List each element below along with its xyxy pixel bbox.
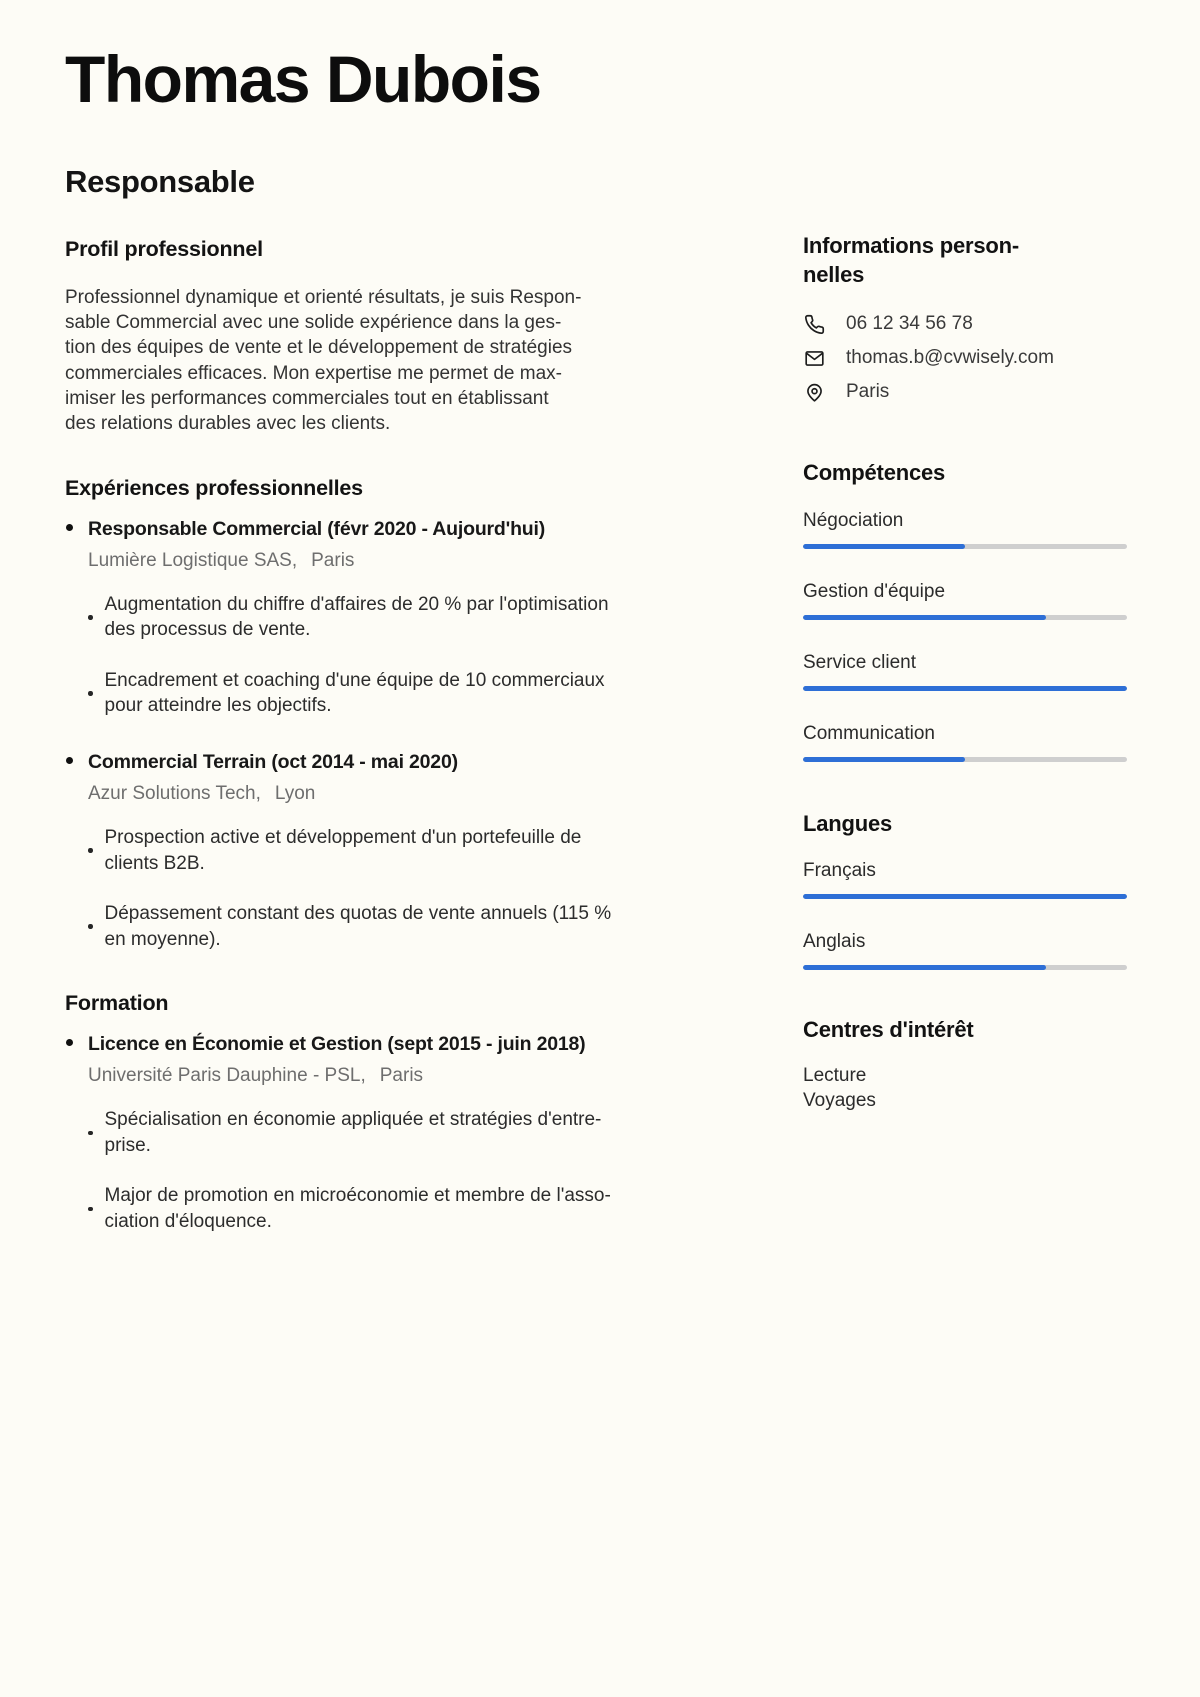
profile-line: commerciales efficaces. Mon expertise me permet de max- (65, 362, 562, 384)
bullet-dot-icon (88, 1207, 93, 1212)
experience-company-row (88, 550, 720, 572)
bullet-line: Dépassement constant des quotas de vente annuels (115 % (104, 903, 612, 925)
bullet-dot-icon (66, 1039, 73, 1046)
language-bar-fill (803, 894, 1127, 899)
experience-bullet-text (105, 668, 605, 719)
email-address: thomas.b@cvwisely.com (846, 347, 1054, 369)
education-bullet (88, 1107, 720, 1158)
education-bullet (88, 1183, 720, 1234)
skill-item (803, 510, 1127, 549)
language-label: Français (803, 860, 876, 882)
bullet-line: en moyenne). (104, 928, 221, 950)
experience-bullet (88, 668, 720, 719)
education-entry (65, 1031, 720, 1234)
education-school-row (88, 1065, 720, 1087)
experience-bullet (88, 825, 720, 876)
languages-heading: Langues (803, 810, 893, 836)
education-title: Licence en Économie et Gestion (sept 2015 - juin 2018) (88, 1033, 586, 1056)
skill-item (803, 723, 1127, 762)
skill-bar (803, 686, 1127, 691)
languages-section (803, 810, 1127, 971)
skill-item (803, 581, 1127, 620)
skill-label: Communication (803, 722, 935, 744)
sidebar-column (803, 46, 1127, 1697)
interest-item: Voyages (803, 1090, 876, 1112)
personal-info-heading (803, 232, 1127, 289)
education-school: Université Paris Dauphine - PSL, (88, 1065, 366, 1087)
bullet-line: Encadrement et coaching d'une équipe de 10 commerciaux (104, 669, 605, 691)
experience-title: Commercial Terrain (oct 2014 - mai 2020) (88, 750, 458, 773)
language-item (803, 860, 1127, 899)
education-section (65, 990, 720, 1234)
bullet-dot-icon (88, 924, 93, 929)
experience-title: Responsable Commercial (févr 2020 - Aujourd'hui) (88, 517, 546, 540)
candidate-name: Thomas Dubois (65, 42, 541, 116)
profile-heading: Profil professionnel (65, 237, 263, 261)
skills-section (803, 459, 1127, 762)
bullet-line: clients B2B. (104, 852, 205, 874)
bullet-dot-icon (88, 615, 93, 620)
skill-bar-fill (803, 757, 965, 762)
experience-entry-header (65, 749, 720, 775)
bullet-dot-icon (66, 524, 73, 531)
profile-line: Professionnel dynamique et orienté résultats, je suis Respon- (65, 286, 582, 308)
interests-section (803, 1016, 1127, 1114)
skill-bar (803, 615, 1127, 620)
language-item (803, 931, 1127, 970)
personal-info-section (803, 232, 1127, 403)
skill-bar-fill (803, 615, 1046, 620)
main-column (65, 42, 720, 1697)
profile-line: imiser les performances commerciales tout en établissant (65, 388, 549, 410)
bullet-dot-icon (66, 757, 73, 764)
bullet-line: Major de promotion en microéconomie et membre de l'asso- (104, 1185, 611, 1207)
experience-bullet (88, 901, 720, 952)
contact-list (803, 313, 1127, 403)
phone-row (803, 313, 1127, 335)
skill-item (803, 652, 1127, 691)
skill-label: Service client (803, 651, 916, 673)
profile-line: des relations durables avec les clients. (65, 413, 391, 435)
skill-bar-fill (803, 686, 1127, 691)
experience-bullet-text (105, 592, 609, 643)
experience-company: Azur Solutions Tech, (88, 783, 261, 805)
heading-line: Informations person- (803, 233, 1020, 258)
language-bar-fill (803, 965, 1046, 970)
bullet-line: Spécialisation en économie appliquée et stratégies d'entre- (104, 1109, 602, 1131)
experience-section (65, 475, 720, 953)
bullet-line: des processus de vente. (104, 619, 311, 641)
profile-line: tion des équipes de vente et le développement de stratégies (65, 337, 573, 359)
bullet-line: Prospection active et développement d'un portefeuille de (104, 827, 582, 849)
experience-bullet-text (105, 901, 612, 952)
bullet-line: prise. (104, 1134, 151, 1156)
bullet-dot-icon (88, 691, 93, 696)
candidate-job-title: Responsable (65, 164, 255, 199)
bullet-dot-icon (88, 848, 93, 853)
experience-entry-header (65, 516, 720, 542)
email-row (803, 347, 1127, 369)
education-entry-header (65, 1031, 720, 1057)
bullet-line: pour atteindre les objectifs. (104, 695, 332, 717)
education-bullet-text (105, 1183, 611, 1234)
experience-company-row (88, 783, 720, 805)
location-pin-icon (803, 381, 825, 403)
phone-number: 06 12 34 56 78 (846, 313, 973, 335)
experience-bullet (88, 592, 720, 643)
heading-line: nelles (803, 261, 865, 287)
bullet-line: ciation d'éloquence. (104, 1210, 272, 1232)
profile-section (65, 236, 720, 437)
interests-heading: Centres d'intérêt (803, 1017, 974, 1043)
profile-paragraph (65, 285, 720, 437)
envelope-icon (803, 347, 825, 369)
bullet-line: Augmentation du chiffre d'affaires de 20 % par l'optimisation (104, 593, 609, 615)
language-label: Anglais (803, 931, 866, 953)
experience-entry (65, 516, 720, 719)
skill-bar-fill (803, 544, 965, 549)
experience-company: Lumière Logistique SAS, (88, 549, 298, 571)
experience-bullet-text (105, 825, 582, 876)
phone-icon (803, 313, 825, 335)
skill-label: Gestion d'équipe (803, 580, 946, 602)
education-location: Paris (379, 1065, 424, 1087)
education-bullet-text (105, 1107, 602, 1158)
interest-list (803, 1063, 1127, 1114)
location-city: Paris (846, 381, 890, 403)
experience-location: Paris (311, 549, 355, 571)
interest-item: Lecture (803, 1064, 867, 1086)
profile-line: sable Commercial avec une solide expérience dans la ges- (65, 312, 562, 334)
skill-bar (803, 757, 1127, 762)
experience-heading: Expériences professionnelles (65, 475, 363, 500)
location-row (803, 381, 1127, 403)
bullet-dot-icon (88, 1131, 93, 1136)
experience-entry (65, 749, 720, 952)
skills-heading: Compétences (803, 460, 946, 486)
skill-bar (803, 544, 1127, 549)
skill-label: Négociation (803, 509, 904, 531)
education-heading: Formation (65, 991, 169, 1016)
language-bar (803, 965, 1127, 970)
experience-location: Lyon (274, 783, 316, 805)
language-bar (803, 894, 1127, 899)
